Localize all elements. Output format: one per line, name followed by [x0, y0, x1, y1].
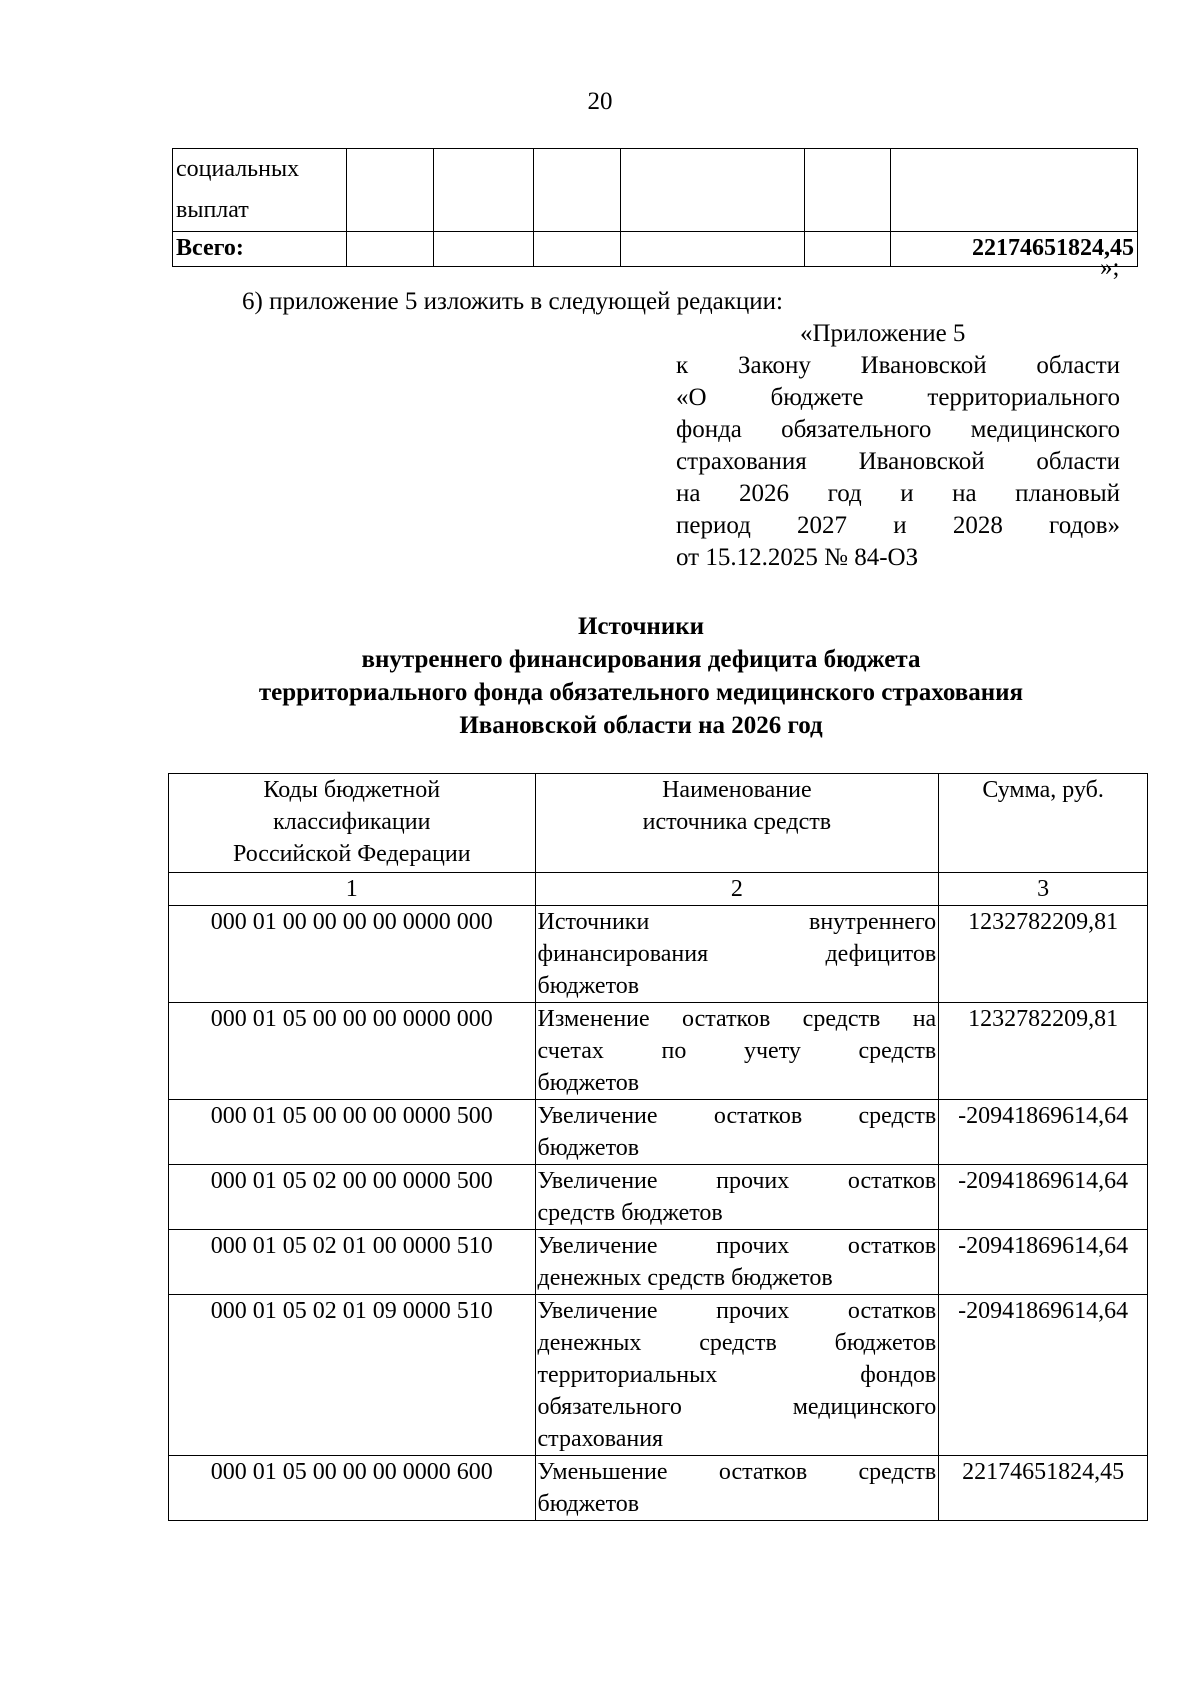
source-name-line: Увеличение прочих остатков [537, 1168, 937, 1194]
budget-code: 000 01 05 02 00 00 0000 500 [169, 1165, 536, 1230]
header-sum: Сумма, руб. [939, 774, 1148, 873]
source-name-line: бюджетов [537, 1135, 640, 1161]
budget-code: 000 01 05 00 00 00 0000 000 [169, 1003, 536, 1100]
sources-table [168, 773, 1148, 1521]
row-label [173, 149, 347, 232]
appendix-title: «Приложение 5 [800, 320, 966, 347]
source-name-line: Увеличение прочих остатков [537, 1298, 937, 1324]
appendix-line: период 2027 и 2028 годов» [676, 512, 1120, 539]
continued-table [172, 148, 1138, 267]
table-row [169, 906, 1148, 1003]
page-number: 20 [587, 88, 613, 115]
source-name-line: денежных средств бюджетов [537, 1265, 833, 1291]
amount: -20941869614,64 [939, 1230, 1148, 1295]
title-line: внутреннего финансирования дефицита бюджета [361, 646, 921, 673]
source-name [535, 1456, 939, 1521]
source-name [535, 1230, 939, 1295]
total-row [173, 232, 1138, 267]
source-name-line: территориальных фондов [537, 1362, 937, 1388]
table-row [169, 1003, 1148, 1100]
column-number: 1 [169, 873, 536, 906]
source-name-line: обязательного медицинского [537, 1394, 937, 1420]
appendix-line: «О бюджете территориального [676, 384, 1120, 411]
table-row [169, 1100, 1148, 1165]
budget-code: 000 01 00 00 00 00 0000 000 [169, 906, 536, 1003]
appendix-line: к Закону Ивановской области [676, 352, 1120, 379]
source-name-line: бюджетов [537, 973, 640, 999]
amount: -20941869614,64 [939, 1165, 1148, 1230]
source-name-line: Увеличение остатков средств [537, 1103, 937, 1129]
source-name-line: Уменьшение остатков средств [537, 1459, 937, 1485]
source-name-line: Увеличение прочих остатков [537, 1233, 937, 1259]
amount: 22174651824,45 [939, 1456, 1148, 1521]
amount: 1232782209,81 [939, 906, 1148, 1003]
table-row [169, 1165, 1148, 1230]
source-name [535, 906, 939, 1003]
document-title [168, 610, 1114, 742]
source-name-line: Источники внутреннего [537, 909, 937, 935]
budget-code: 000 01 05 02 01 00 0000 510 [169, 1230, 536, 1295]
amount: 1232782209,81 [939, 1003, 1148, 1100]
header-name: Наименование источника средств [535, 774, 939, 873]
appendix-line: на 2026 год и на плановый [676, 480, 1120, 507]
title-line: Источники [577, 613, 705, 640]
row-label-line: выплат [176, 197, 249, 223]
amount: -20941869614,64 [939, 1100, 1148, 1165]
amount: -20941869614,64 [939, 1295, 1148, 1456]
title-line: территориального фонда обязательного медицинского страхования [258, 679, 1024, 706]
table-row [169, 1295, 1148, 1456]
instruction-text: 6) приложение 5 изложить в следующей редакции: [242, 288, 783, 315]
source-name-line: страхования [537, 1426, 664, 1452]
source-name [535, 1165, 939, 1230]
column-number: 3 [939, 873, 1148, 906]
appendix-line: страхования Ивановской области [676, 448, 1120, 475]
header-code: Коды бюджетной классификации Российской Федерации [169, 774, 536, 873]
table-row [169, 1456, 1148, 1521]
table-row [169, 1230, 1148, 1295]
source-name [535, 1295, 939, 1456]
source-name-line: денежных средств бюджетов [537, 1330, 937, 1356]
total-label: Всего: [173, 232, 347, 267]
row-label-line: социальных [176, 156, 300, 182]
column-numbers-row [169, 873, 1148, 906]
table-row [173, 149, 1138, 232]
source-name-line: бюджетов [537, 1070, 640, 1096]
source-name-line: средств бюджетов [537, 1200, 723, 1226]
total-value: 22174651824,45 [891, 232, 1138, 267]
appendix-line: фонда обязательного медицинского [676, 416, 1120, 443]
budget-code: 000 01 05 02 01 09 0000 510 [169, 1295, 536, 1456]
budget-code: 000 01 05 00 00 00 0000 500 [169, 1100, 536, 1165]
source-name-line: Изменение остатков средств на [537, 1006, 937, 1032]
appendix-line: от 15.12.2025 № 84-ОЗ [676, 544, 919, 571]
source-name-line: финансирования дефицитов [537, 941, 937, 967]
title-line: Ивановской области на 2026 год [459, 712, 823, 739]
source-name-line: счетах по учету средств [537, 1038, 937, 1064]
source-name-line: бюджетов [537, 1491, 640, 1517]
source-name [535, 1100, 939, 1165]
appendix-reference [676, 350, 1120, 574]
closing-quote: »; [1100, 254, 1120, 281]
budget-code: 000 01 05 00 00 00 0000 600 [169, 1456, 536, 1521]
header-row [169, 774, 1148, 873]
source-name [535, 1003, 939, 1100]
column-number: 2 [535, 873, 939, 906]
